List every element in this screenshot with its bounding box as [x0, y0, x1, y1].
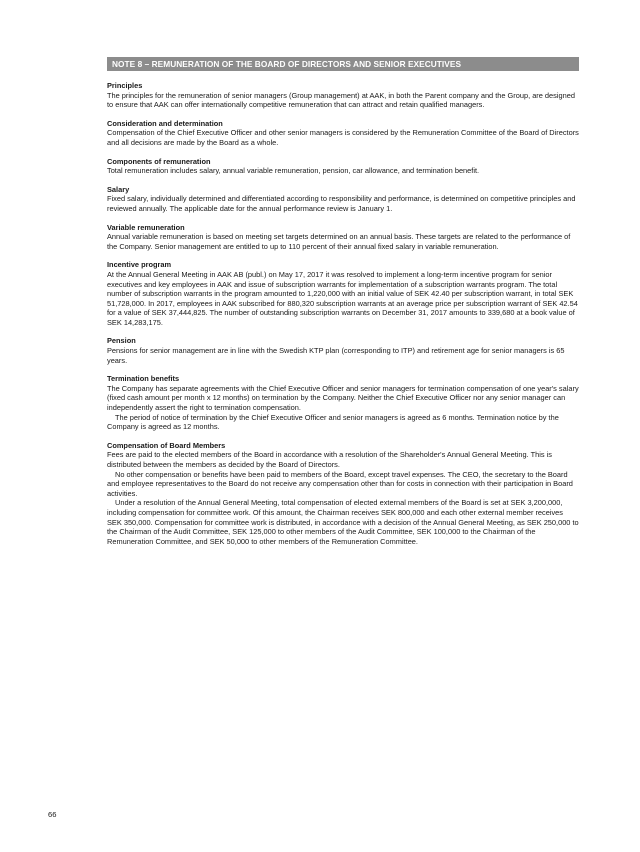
- document-page: [107, 57, 579, 546]
- section-paragraph: The Company has separate agreements with the Chief Executive Officer and senior managers for termination compensation of one year's salary (fixed cash amount per month x 12 months) on termination by the Company. Neither the Chief Executive Officer nor any senior manager can independently assert the right to termination compensation.: [107, 383, 579, 413]
- section-paragraph: The principles for the remuneration of senior managers (Group management) at AAK, in both the Parent company and the Group, are designed to ensure that AAK can offer internationally competitive remuneration that can attract and retain qualified managers.: [107, 90, 575, 110]
- section-termination-benefits: [107, 374, 579, 432]
- section-title: Pension: [107, 336, 136, 346]
- section-paragraph: Under a resolution of the Annual General Meeting, total compensation of elected external members of the Board is set at SEK 3,200,000, including compensation for committee work. Of this amount, the Chairman receives SEK 800,000 and each other external member receives SEK 350,000. Compensation for committee work is distributed, in accordance with a decision of the Annual General Meeting, as SEK 250,000 to the Chairman of the Audit Committee, SEK 125,000 to other members of the Audit Committee, SEK 100,000 to the Chairman of the Remuneration Committee, and SEK 50,000 to other members of the Remuneration Committee.: [107, 498, 579, 546]
- section-principles: [107, 81, 579, 110]
- section-title: Incentive program: [107, 260, 172, 270]
- section-paragraph: Fees are paid to the elected members of the Board in accordance with a resolution of the Shareholder's Annual General Meeting. This is distributed between the members as decided by the Board of Directors.: [107, 450, 552, 469]
- section-title: Compensation of Board Members: [107, 440, 226, 450]
- section-title: Consideration and determination: [107, 118, 223, 128]
- note-heading: NOTE 8 – REMUNERATION OF THE BOARD OF DIRECTORS AND SENIOR EXECUTIVES: [107, 57, 579, 71]
- section-paragraph: Pensions for senior management are in line with the Swedish KTP plan (corresponding to ITP) and retirement age for senior managers is 65 years.: [107, 346, 565, 365]
- section-components: [107, 157, 579, 176]
- section-title: Principles: [107, 81, 143, 90]
- section-title: Salary: [107, 184, 130, 194]
- section-title: Termination benefits: [107, 374, 180, 384]
- section-pension: [107, 336, 579, 365]
- section-paragraph: At the Annual General Meeting in AAK AB (publ.) on May 17, 2017 it was resolved to implement a long-term incentive program for senior executives and key employees in AAK and issue of subscription warrants for implementation of a subscription warrants program. The total number of subscription warrants in the program amounted to 1,220,000 with an initial value of SEK 42.40 per subscription warrant, in total SEK 51,728,000. In 2017, employees in AAK subscribed for 880,320 subscription warrants at an average price per subscription warrant of SEK 42.54 for a value of SEK 37,444,825. The number of outstanding subscription warrants on December 31, 2017 amounts to 339,680 at a book value of SEK 14,283,175.: [107, 269, 578, 327]
- section-paragraph: The period of notice of termination by the Chief Executive Officer and senior managers is agreed as 6 months. Termination notice by the Company is agreed as 12 months.: [107, 412, 559, 432]
- section-salary: [107, 185, 579, 214]
- section-paragraph: No other compensation or benefits have been paid to members of the Board, except travel expenses. The CEO, the secretary to the Board and employee representatives to the Board do not receive any compensation other than for costs in connection with their participation in Board activities.: [107, 469, 573, 498]
- section-paragraph: Annual variable remuneration is based on meeting set targets determined on an annual basis. These targets are related to the performance of the Company. Senior management are entitled to up to 110 percent of their annual fixed salary in variable remuneration.: [107, 232, 571, 251]
- section-consideration: [107, 119, 579, 148]
- section-incentive-program: [107, 260, 579, 327]
- section-board-compensation: [107, 441, 579, 547]
- section-title: Variable remuneration: [107, 222, 185, 232]
- section-variable-remuneration: [107, 223, 579, 252]
- section-paragraph: Total remuneration includes salary, annual variable remuneration, pension, car allowance, and termination benefit.: [107, 166, 480, 176]
- section-paragraph: Fixed salary, individually determined and differentiated according to responsibility and performance, is determined on competitive principles and reviewed annually. The applicable date for the annual performance review is January 1.: [107, 194, 576, 213]
- section-paragraph: Compensation of the Chief Executive Officer and other senior managers is considered by the Remuneration Committee of the Board of Directors and all decisions are made by the Board as a whole.: [107, 128, 579, 147]
- page-number: 66: [48, 810, 57, 819]
- section-title: Components of remuneration: [107, 156, 211, 166]
